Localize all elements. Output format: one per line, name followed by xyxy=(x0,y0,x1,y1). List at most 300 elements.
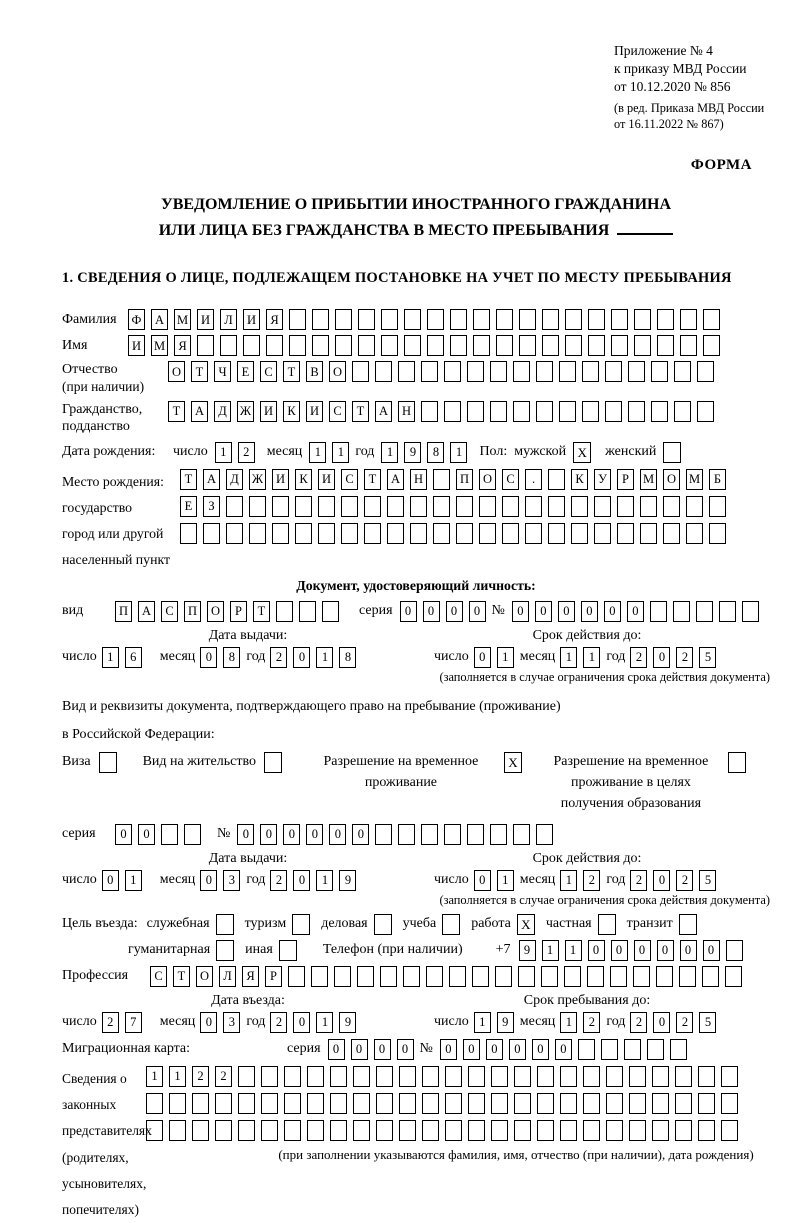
char-cell[interactable] xyxy=(502,523,519,544)
char-cell[interactable]: М xyxy=(174,309,191,330)
char-cell[interactable] xyxy=(444,401,461,422)
char-cell[interactable] xyxy=(513,361,530,382)
char-cell[interactable] xyxy=(583,1066,600,1087)
char-cell[interactable] xyxy=(536,401,553,422)
char-cell[interactable] xyxy=(588,335,605,356)
char-cell[interactable] xyxy=(674,401,691,422)
male-checkbox[interactable]: X xyxy=(573,442,591,463)
char-cell[interactable] xyxy=(472,966,489,987)
char-cell[interactable] xyxy=(215,1093,232,1114)
char-cell[interactable] xyxy=(491,1066,508,1087)
char-cell[interactable] xyxy=(564,966,581,987)
char-cell[interactable] xyxy=(634,309,651,330)
char-cell[interactable]: П xyxy=(115,601,132,622)
char-cell[interactable] xyxy=(403,966,420,987)
char-cell[interactable] xyxy=(444,361,461,382)
char-cell[interactable] xyxy=(404,335,421,356)
char-cell[interactable]: 9 xyxy=(404,442,421,463)
char-cell[interactable] xyxy=(468,1066,485,1087)
char-cell[interactable]: 1 xyxy=(169,1066,186,1087)
char-cell[interactable] xyxy=(398,824,415,845)
char-cell[interactable]: С xyxy=(341,469,358,490)
char-cell[interactable] xyxy=(491,1093,508,1114)
char-cell[interactable] xyxy=(565,335,582,356)
char-cell[interactable]: Л xyxy=(220,309,237,330)
char-cell[interactable]: 1 xyxy=(332,442,349,463)
char-cell[interactable]: 0 xyxy=(237,824,254,845)
char-cell[interactable] xyxy=(312,309,329,330)
char-cell[interactable]: Я xyxy=(266,309,283,330)
char-cell[interactable] xyxy=(541,966,558,987)
temp-residence-checkbox[interactable]: X xyxy=(504,752,522,773)
char-cell[interactable]: 0 xyxy=(653,647,670,668)
char-cell[interactable] xyxy=(238,1120,255,1141)
char-cell[interactable] xyxy=(548,496,565,517)
char-cell[interactable] xyxy=(496,335,513,356)
char-cell[interactable] xyxy=(536,824,553,845)
char-cell[interactable]: И xyxy=(318,469,335,490)
char-cell[interactable] xyxy=(702,966,719,987)
char-cell[interactable]: Т xyxy=(173,966,190,987)
purpose-official-checkbox[interactable] xyxy=(216,914,234,935)
char-cell[interactable] xyxy=(288,966,305,987)
char-cell[interactable] xyxy=(674,361,691,382)
char-cell[interactable]: 0 xyxy=(260,824,277,845)
char-cell[interactable]: О xyxy=(207,601,224,622)
char-cell[interactable] xyxy=(548,469,565,490)
char-cell[interactable]: Т xyxy=(168,401,185,422)
char-cell[interactable] xyxy=(502,496,519,517)
char-cell[interactable]: 7 xyxy=(125,1012,142,1033)
char-cell[interactable] xyxy=(629,1120,646,1141)
char-cell[interactable]: 5 xyxy=(699,1012,716,1033)
char-cell[interactable]: 2 xyxy=(630,647,647,668)
char-cell[interactable]: 1 xyxy=(381,442,398,463)
char-cell[interactable] xyxy=(680,309,697,330)
char-cell[interactable] xyxy=(673,601,690,622)
char-cell[interactable] xyxy=(606,1066,623,1087)
char-cell[interactable] xyxy=(519,309,536,330)
char-cell[interactable]: С xyxy=(502,469,519,490)
char-cell[interactable] xyxy=(456,496,473,517)
char-cell[interactable]: . xyxy=(525,469,542,490)
char-cell[interactable]: 2 xyxy=(676,647,693,668)
char-cell[interactable]: 0 xyxy=(509,1039,526,1060)
char-cell[interactable]: 2 xyxy=(270,1012,287,1033)
purpose-transit-checkbox[interactable] xyxy=(679,914,697,935)
char-cell[interactable] xyxy=(238,1093,255,1114)
char-cell[interactable]: 2 xyxy=(215,1066,232,1087)
char-cell[interactable]: 0 xyxy=(474,870,491,891)
char-cell[interactable] xyxy=(675,1093,692,1114)
char-cell[interactable]: 0 xyxy=(329,824,346,845)
char-cell[interactable] xyxy=(697,361,714,382)
char-cell[interactable] xyxy=(588,309,605,330)
char-cell[interactable] xyxy=(169,1093,186,1114)
char-cell[interactable] xyxy=(322,601,339,622)
char-cell[interactable] xyxy=(725,966,742,987)
char-cell[interactable] xyxy=(358,309,375,330)
char-cell[interactable]: 2 xyxy=(238,442,255,463)
char-cell[interactable] xyxy=(289,335,306,356)
char-cell[interactable]: А xyxy=(203,469,220,490)
purpose-work-checkbox[interactable]: X xyxy=(517,914,535,935)
char-cell[interactable]: 1 xyxy=(316,870,333,891)
char-cell[interactable] xyxy=(605,401,622,422)
char-cell[interactable] xyxy=(583,1120,600,1141)
char-cell[interactable] xyxy=(341,496,358,517)
char-cell[interactable]: Я xyxy=(174,335,191,356)
char-cell[interactable] xyxy=(192,1120,209,1141)
char-cell[interactable] xyxy=(445,1120,462,1141)
char-cell[interactable] xyxy=(709,496,726,517)
char-cell[interactable] xyxy=(272,496,289,517)
char-cell[interactable] xyxy=(353,1120,370,1141)
char-cell[interactable] xyxy=(215,1120,232,1141)
char-cell[interactable] xyxy=(311,966,328,987)
char-cell[interactable] xyxy=(657,335,674,356)
char-cell[interactable] xyxy=(375,361,392,382)
char-cell[interactable] xyxy=(582,401,599,422)
char-cell[interactable]: 1 xyxy=(215,442,232,463)
purpose-other-checkbox[interactable] xyxy=(279,940,297,961)
char-cell[interactable] xyxy=(330,1120,347,1141)
char-cell[interactable]: О xyxy=(329,361,346,382)
char-cell[interactable]: О xyxy=(479,469,496,490)
char-cell[interactable]: 9 xyxy=(339,1012,356,1033)
char-cell[interactable]: 0 xyxy=(293,870,310,891)
char-cell[interactable] xyxy=(647,1039,664,1060)
char-cell[interactable]: Я xyxy=(242,966,259,987)
char-cell[interactable]: И xyxy=(197,309,214,330)
char-cell[interactable] xyxy=(399,1120,416,1141)
char-cell[interactable] xyxy=(203,523,220,544)
char-cell[interactable] xyxy=(243,335,260,356)
char-cell[interactable]: 0 xyxy=(463,1039,480,1060)
char-cell[interactable]: 0 xyxy=(535,601,552,622)
char-cell[interactable] xyxy=(611,335,628,356)
char-cell[interactable]: Б xyxy=(709,469,726,490)
char-cell[interactable] xyxy=(629,1093,646,1114)
char-cell[interactable] xyxy=(633,966,650,987)
char-cell[interactable]: 1 xyxy=(542,940,559,961)
char-cell[interactable] xyxy=(422,1120,439,1141)
char-cell[interactable] xyxy=(514,1066,531,1087)
char-cell[interactable]: Л xyxy=(219,966,236,987)
char-cell[interactable]: Т xyxy=(364,469,381,490)
char-cell[interactable] xyxy=(703,309,720,330)
char-cell[interactable] xyxy=(276,601,293,622)
char-cell[interactable] xyxy=(629,1066,646,1087)
char-cell[interactable]: Ч xyxy=(214,361,231,382)
char-cell[interactable]: 1 xyxy=(102,647,119,668)
char-cell[interactable]: Т xyxy=(191,361,208,382)
char-cell[interactable]: Р xyxy=(265,966,282,987)
char-cell[interactable]: 8 xyxy=(427,442,444,463)
char-cell[interactable] xyxy=(628,401,645,422)
purpose-private-checkbox[interactable] xyxy=(598,914,616,935)
char-cell[interactable]: 1 xyxy=(560,870,577,891)
purpose-study-checkbox[interactable] xyxy=(442,914,460,935)
char-cell[interactable] xyxy=(445,1066,462,1087)
char-cell[interactable] xyxy=(640,496,657,517)
char-cell[interactable] xyxy=(525,496,542,517)
char-cell[interactable]: 6 xyxy=(125,647,142,668)
char-cell[interactable] xyxy=(387,496,404,517)
char-cell[interactable] xyxy=(542,309,559,330)
char-cell[interactable]: 0 xyxy=(653,870,670,891)
char-cell[interactable]: А xyxy=(375,401,392,422)
char-cell[interactable]: 0 xyxy=(588,940,605,961)
char-cell[interactable] xyxy=(467,401,484,422)
char-cell[interactable] xyxy=(640,523,657,544)
char-cell[interactable] xyxy=(542,335,559,356)
char-cell[interactable]: П xyxy=(456,469,473,490)
char-cell[interactable] xyxy=(444,824,461,845)
char-cell[interactable] xyxy=(651,401,668,422)
char-cell[interactable]: 3 xyxy=(223,870,240,891)
char-cell[interactable]: 0 xyxy=(102,870,119,891)
char-cell[interactable] xyxy=(421,824,438,845)
char-cell[interactable] xyxy=(284,1093,301,1114)
char-cell[interactable]: И xyxy=(272,469,289,490)
char-cell[interactable] xyxy=(656,966,673,987)
char-cell[interactable] xyxy=(514,1120,531,1141)
char-cell[interactable]: 5 xyxy=(699,647,716,668)
char-cell[interactable] xyxy=(537,1093,554,1114)
char-cell[interactable]: 0 xyxy=(200,1012,217,1033)
char-cell[interactable]: Е xyxy=(180,496,197,517)
char-cell[interactable]: 0 xyxy=(397,1039,414,1060)
char-cell[interactable] xyxy=(606,1093,623,1114)
char-cell[interactable]: Р xyxy=(617,469,634,490)
char-cell[interactable]: Е xyxy=(237,361,254,382)
char-cell[interactable] xyxy=(698,1066,715,1087)
char-cell[interactable]: Д xyxy=(226,469,243,490)
char-cell[interactable]: 1 xyxy=(565,940,582,961)
char-cell[interactable] xyxy=(675,1066,692,1087)
char-cell[interactable]: 0 xyxy=(512,601,529,622)
char-cell[interactable]: 0 xyxy=(138,824,155,845)
char-cell[interactable] xyxy=(146,1120,163,1141)
char-cell[interactable] xyxy=(617,523,634,544)
char-cell[interactable] xyxy=(295,523,312,544)
char-cell[interactable] xyxy=(679,966,696,987)
char-cell[interactable] xyxy=(161,824,178,845)
char-cell[interactable] xyxy=(399,1066,416,1087)
char-cell[interactable] xyxy=(582,361,599,382)
char-cell[interactable]: 2 xyxy=(583,870,600,891)
char-cell[interactable]: А xyxy=(191,401,208,422)
char-cell[interactable] xyxy=(422,1066,439,1087)
char-cell[interactable] xyxy=(399,1093,416,1114)
char-cell[interactable] xyxy=(610,966,627,987)
char-cell[interactable]: 0 xyxy=(627,601,644,622)
char-cell[interactable] xyxy=(663,496,680,517)
char-cell[interactable] xyxy=(634,335,651,356)
char-cell[interactable]: 0 xyxy=(352,824,369,845)
char-cell[interactable]: 0 xyxy=(604,601,621,622)
char-cell[interactable]: А xyxy=(387,469,404,490)
char-cell[interactable]: Ф xyxy=(128,309,145,330)
char-cell[interactable]: С xyxy=(329,401,346,422)
char-cell[interactable] xyxy=(307,1120,324,1141)
char-cell[interactable] xyxy=(611,309,628,330)
char-cell[interactable] xyxy=(456,523,473,544)
char-cell[interactable] xyxy=(467,361,484,382)
char-cell[interactable] xyxy=(698,1093,715,1114)
char-cell[interactable] xyxy=(422,1093,439,1114)
char-cell[interactable]: 1 xyxy=(309,442,326,463)
char-cell[interactable] xyxy=(560,1093,577,1114)
char-cell[interactable] xyxy=(594,496,611,517)
purpose-humanitarian-checkbox[interactable] xyxy=(216,940,234,961)
char-cell[interactable] xyxy=(628,361,645,382)
char-cell[interactable]: 1 xyxy=(450,442,467,463)
char-cell[interactable]: С xyxy=(260,361,277,382)
char-cell[interactable]: 2 xyxy=(630,1012,647,1033)
char-cell[interactable]: Р xyxy=(230,601,247,622)
char-cell[interactable]: О xyxy=(663,469,680,490)
char-cell[interactable] xyxy=(433,496,450,517)
char-cell[interactable]: А xyxy=(151,309,168,330)
char-cell[interactable]: М xyxy=(151,335,168,356)
char-cell[interactable]: Т xyxy=(283,361,300,382)
char-cell[interactable]: Ж xyxy=(249,469,266,490)
char-cell[interactable] xyxy=(514,1093,531,1114)
char-cell[interactable] xyxy=(742,601,759,622)
char-cell[interactable] xyxy=(381,309,398,330)
char-cell[interactable] xyxy=(364,523,381,544)
char-cell[interactable] xyxy=(617,496,634,517)
char-cell[interactable]: И xyxy=(243,309,260,330)
char-cell[interactable] xyxy=(421,361,438,382)
char-cell[interactable] xyxy=(381,335,398,356)
char-cell[interactable] xyxy=(261,1066,278,1087)
char-cell[interactable] xyxy=(249,496,266,517)
char-cell[interactable] xyxy=(449,966,466,987)
char-cell[interactable] xyxy=(479,496,496,517)
char-cell[interactable]: И xyxy=(128,335,145,356)
char-cell[interactable] xyxy=(272,523,289,544)
temp-residence-edu-checkbox[interactable] xyxy=(728,752,746,773)
char-cell[interactable] xyxy=(380,966,397,987)
char-cell[interactable]: И xyxy=(260,401,277,422)
char-cell[interactable]: 0 xyxy=(486,1039,503,1060)
purpose-tourism-checkbox[interactable] xyxy=(292,914,310,935)
char-cell[interactable] xyxy=(479,523,496,544)
char-cell[interactable]: 5 xyxy=(699,870,716,891)
char-cell[interactable] xyxy=(467,824,484,845)
char-cell[interactable] xyxy=(335,335,352,356)
char-cell[interactable]: 0 xyxy=(446,601,463,622)
char-cell[interactable]: К xyxy=(283,401,300,422)
char-cell[interactable] xyxy=(450,309,467,330)
char-cell[interactable] xyxy=(427,309,444,330)
char-cell[interactable] xyxy=(353,1093,370,1114)
char-cell[interactable]: 9 xyxy=(497,1012,514,1033)
char-cell[interactable]: 1 xyxy=(560,647,577,668)
char-cell[interactable] xyxy=(560,1066,577,1087)
char-cell[interactable] xyxy=(473,335,490,356)
char-cell[interactable] xyxy=(473,309,490,330)
char-cell[interactable] xyxy=(559,401,576,422)
char-cell[interactable] xyxy=(686,496,703,517)
char-cell[interactable] xyxy=(261,1093,278,1114)
char-cell[interactable]: 2 xyxy=(676,870,693,891)
char-cell[interactable] xyxy=(238,1066,255,1087)
char-cell[interactable] xyxy=(490,361,507,382)
char-cell[interactable] xyxy=(525,523,542,544)
char-cell[interactable]: 0 xyxy=(611,940,628,961)
char-cell[interactable]: С xyxy=(150,966,167,987)
char-cell[interactable]: О xyxy=(196,966,213,987)
char-cell[interactable]: 2 xyxy=(676,1012,693,1033)
char-cell[interactable]: М xyxy=(640,469,657,490)
char-cell[interactable]: 0 xyxy=(423,601,440,622)
char-cell[interactable] xyxy=(433,469,450,490)
char-cell[interactable] xyxy=(433,523,450,544)
char-cell[interactable] xyxy=(652,1093,669,1114)
char-cell[interactable] xyxy=(490,401,507,422)
char-cell[interactable] xyxy=(184,824,201,845)
char-cell[interactable] xyxy=(548,523,565,544)
char-cell[interactable]: 0 xyxy=(440,1039,457,1060)
char-cell[interactable]: 0 xyxy=(283,824,300,845)
char-cell[interactable]: 0 xyxy=(200,870,217,891)
char-cell[interactable] xyxy=(426,966,443,987)
char-cell[interactable] xyxy=(307,1093,324,1114)
char-cell[interactable] xyxy=(537,1120,554,1141)
char-cell[interactable] xyxy=(341,523,358,544)
char-cell[interactable] xyxy=(652,1120,669,1141)
char-cell[interactable] xyxy=(261,1120,278,1141)
char-cell[interactable] xyxy=(703,335,720,356)
char-cell[interactable] xyxy=(537,1066,554,1087)
char-cell[interactable]: К xyxy=(295,469,312,490)
char-cell[interactable] xyxy=(445,1093,462,1114)
char-cell[interactable] xyxy=(721,1093,738,1114)
char-cell[interactable]: 2 xyxy=(102,1012,119,1033)
char-cell[interactable]: 0 xyxy=(581,601,598,622)
char-cell[interactable]: Т xyxy=(352,401,369,422)
char-cell[interactable] xyxy=(663,523,680,544)
char-cell[interactable] xyxy=(197,335,214,356)
char-cell[interactable] xyxy=(427,335,444,356)
char-cell[interactable]: 0 xyxy=(293,647,310,668)
char-cell[interactable]: 1 xyxy=(474,1012,491,1033)
char-cell[interactable]: 0 xyxy=(532,1039,549,1060)
residence-permit-checkbox[interactable] xyxy=(264,752,282,773)
char-cell[interactable] xyxy=(513,824,530,845)
char-cell[interactable] xyxy=(726,940,743,961)
char-cell[interactable] xyxy=(357,966,374,987)
char-cell[interactable] xyxy=(571,523,588,544)
char-cell[interactable] xyxy=(721,1120,738,1141)
char-cell[interactable]: 0 xyxy=(469,601,486,622)
char-cell[interactable]: П xyxy=(184,601,201,622)
char-cell[interactable]: 0 xyxy=(653,1012,670,1033)
char-cell[interactable] xyxy=(180,523,197,544)
char-cell[interactable] xyxy=(249,523,266,544)
char-cell[interactable] xyxy=(578,1039,595,1060)
char-cell[interactable] xyxy=(146,1093,163,1114)
char-cell[interactable]: 9 xyxy=(339,870,356,891)
char-cell[interactable] xyxy=(571,496,588,517)
char-cell[interactable] xyxy=(307,1066,324,1087)
char-cell[interactable] xyxy=(284,1120,301,1141)
char-cell[interactable]: 0 xyxy=(115,824,132,845)
